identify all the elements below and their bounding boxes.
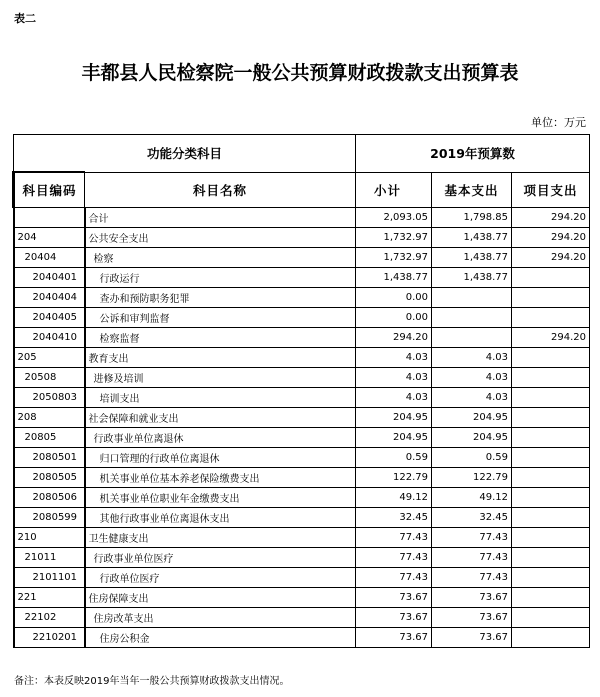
row-project — [512, 568, 590, 588]
row-code: 2210201 — [14, 628, 85, 648]
row-name: 行政事业单位离退休 — [85, 428, 356, 448]
row-name: 检察 — [85, 248, 356, 268]
row-code: 208 — [14, 408, 85, 428]
footnote: 备注：本表反映2019年当年一般公共预算财政拨款支出情况。 — [14, 676, 290, 687]
row-name: 公诉和审判监督 — [85, 308, 356, 328]
row-code — [14, 208, 85, 228]
row-project — [512, 308, 590, 328]
row-basic: 4.03 — [432, 368, 512, 388]
row-subtotal: 77.43 — [356, 528, 432, 548]
row-code: 2040405 — [14, 308, 85, 328]
row-name: 归口管理的行政单位离退休 — [85, 448, 356, 468]
row-subtotal: 73.67 — [356, 588, 432, 608]
row-project — [512, 608, 590, 628]
row-project: 294.20 — [512, 248, 590, 268]
row-subtotal: 294.20 — [356, 328, 432, 348]
col-header-subtotal: 小计 — [356, 172, 432, 208]
row-basic: 49.12 — [432, 488, 512, 508]
row-project: 294.20 — [512, 208, 590, 228]
row-code: 210 — [14, 528, 85, 548]
row-basic: 1,798.85 — [432, 208, 512, 228]
table-row — [14, 308, 590, 328]
group-header-budget: 2019年预算数 — [356, 135, 590, 173]
row-project — [512, 448, 590, 468]
row-basic: 1,438.77 — [432, 248, 512, 268]
row-code: 221 — [14, 588, 85, 608]
unit-label: 单位：万元 — [531, 116, 586, 129]
row-subtotal: 0.00 — [356, 308, 432, 328]
row-code: 20508 — [14, 368, 85, 388]
row-project — [512, 388, 590, 408]
row-code: 2080599 — [14, 508, 85, 528]
row-project — [512, 348, 590, 368]
row-project — [512, 268, 590, 288]
row-subtotal: 2,093.05 — [356, 208, 432, 228]
row-code: 204 — [14, 228, 85, 248]
table-row — [14, 588, 590, 608]
row-code: 20404 — [14, 248, 85, 268]
row-code: 2080505 — [14, 468, 85, 488]
table-row — [14, 328, 590, 348]
row-name: 查办和预防职务犯罪 — [85, 288, 356, 308]
row-subtotal: 122.79 — [356, 468, 432, 488]
table-row — [14, 488, 590, 508]
table-row — [14, 288, 590, 308]
col-header-project: 项目支出 — [512, 172, 590, 208]
row-subtotal: 4.03 — [356, 348, 432, 368]
row-basic: 204.95 — [432, 408, 512, 428]
row-basic: 4.03 — [432, 388, 512, 408]
row-basic: 73.67 — [432, 628, 512, 648]
row-basic: 77.43 — [432, 528, 512, 548]
row-code: 2050803 — [14, 388, 85, 408]
row-project — [512, 288, 590, 308]
row-name: 合计 — [85, 208, 356, 228]
row-code: 21011 — [14, 548, 85, 568]
table-row — [14, 548, 590, 568]
doc-label: 表二 — [14, 12, 36, 25]
row-name: 其他行政事业单位离退休支出 — [85, 508, 356, 528]
row-basic: 4.03 — [432, 348, 512, 368]
row-subtotal: 77.43 — [356, 548, 432, 568]
row-code: 2080506 — [14, 488, 85, 508]
row-subtotal: 4.03 — [356, 388, 432, 408]
row-name: 社会保障和就业支出 — [85, 408, 356, 428]
table-row — [14, 348, 590, 368]
row-code: 22102 — [14, 608, 85, 628]
row-name: 培训支出 — [85, 388, 356, 408]
page-title: 丰都县人民检察院一般公共预算财政拨款支出预算表 — [81, 62, 519, 84]
row-subtotal: 4.03 — [356, 368, 432, 388]
table-row — [14, 508, 590, 528]
row-subtotal: 0.00 — [356, 288, 432, 308]
row-basic — [432, 328, 512, 348]
table-row — [14, 368, 590, 388]
table-row — [14, 468, 590, 488]
table-row — [14, 628, 590, 648]
row-code: 2040404 — [14, 288, 85, 308]
table-row — [14, 388, 590, 408]
row-name: 住房保障支出 — [85, 588, 356, 608]
row-subtotal: 49.12 — [356, 488, 432, 508]
row-project — [512, 408, 590, 428]
row-project — [512, 428, 590, 448]
row-project — [512, 368, 590, 388]
row-project — [512, 588, 590, 608]
row-name: 机关事业单位职业年金缴费支出 — [85, 488, 356, 508]
row-subtotal: 32.45 — [356, 508, 432, 528]
table-row — [14, 568, 590, 588]
row-name: 进修及培训 — [85, 368, 356, 388]
table-row — [14, 268, 590, 288]
row-subtotal: 0.59 — [356, 448, 432, 468]
row-subtotal: 1,732.97 — [356, 228, 432, 248]
row-project — [512, 468, 590, 488]
row-code: 205 — [14, 348, 85, 368]
table-row — [14, 428, 590, 448]
row-subtotal: 73.67 — [356, 628, 432, 648]
table-row — [14, 608, 590, 628]
table-row — [14, 208, 590, 228]
group-header-function: 功能分类科目 — [14, 135, 356, 173]
col-header-code: 科目编码 — [14, 172, 85, 208]
row-project — [512, 548, 590, 568]
row-subtotal: 1,732.97 — [356, 248, 432, 268]
row-basic: 77.43 — [432, 568, 512, 588]
row-subtotal: 204.95 — [356, 408, 432, 428]
table-row — [14, 248, 590, 268]
row-name: 机关事业单位基本养老保险缴费支出 — [85, 468, 356, 488]
row-basic: 0.59 — [432, 448, 512, 468]
row-name: 公共安全支出 — [85, 228, 356, 248]
row-basic: 73.67 — [432, 588, 512, 608]
row-project — [512, 488, 590, 508]
row-project: 294.20 — [512, 328, 590, 348]
row-name: 行政运行 — [85, 268, 356, 288]
row-project — [512, 528, 590, 548]
row-name: 教育支出 — [85, 348, 356, 368]
row-code: 2040410 — [14, 328, 85, 348]
row-code: 2080501 — [14, 448, 85, 468]
row-subtotal: 204.95 — [356, 428, 432, 448]
row-name: 住房公积金 — [85, 628, 356, 648]
row-basic: 122.79 — [432, 468, 512, 488]
table-group-header — [14, 135, 590, 173]
table-row — [14, 408, 590, 428]
row-code: 20805 — [14, 428, 85, 448]
row-project — [512, 628, 590, 648]
row-name: 住房改革支出 — [85, 608, 356, 628]
row-basic: 32.45 — [432, 508, 512, 528]
col-header-name: 科目名称 — [85, 172, 356, 208]
row-project: 294.20 — [512, 228, 590, 248]
table-row — [14, 228, 590, 248]
row-basic: 204.95 — [432, 428, 512, 448]
table-row — [14, 448, 590, 468]
row-name: 卫生健康支出 — [85, 528, 356, 548]
table-column-header — [14, 172, 590, 208]
budget-table — [12, 134, 590, 648]
row-basic — [432, 288, 512, 308]
row-name: 行政单位医疗 — [85, 568, 356, 588]
row-basic: 73.67 — [432, 608, 512, 628]
row-name: 行政事业单位医疗 — [85, 548, 356, 568]
row-subtotal: 1,438.77 — [356, 268, 432, 288]
row-code: 2101101 — [14, 568, 85, 588]
table-row — [14, 528, 590, 548]
row-project — [512, 508, 590, 528]
col-header-basic: 基本支出 — [432, 172, 512, 208]
row-name: 检察监督 — [85, 328, 356, 348]
row-basic — [432, 308, 512, 328]
row-basic: 77.43 — [432, 548, 512, 568]
row-basic: 1,438.77 — [432, 268, 512, 288]
row-code: 2040401 — [14, 268, 85, 288]
row-subtotal: 73.67 — [356, 608, 432, 628]
row-basic: 1,438.77 — [432, 228, 512, 248]
row-subtotal: 77.43 — [356, 568, 432, 588]
